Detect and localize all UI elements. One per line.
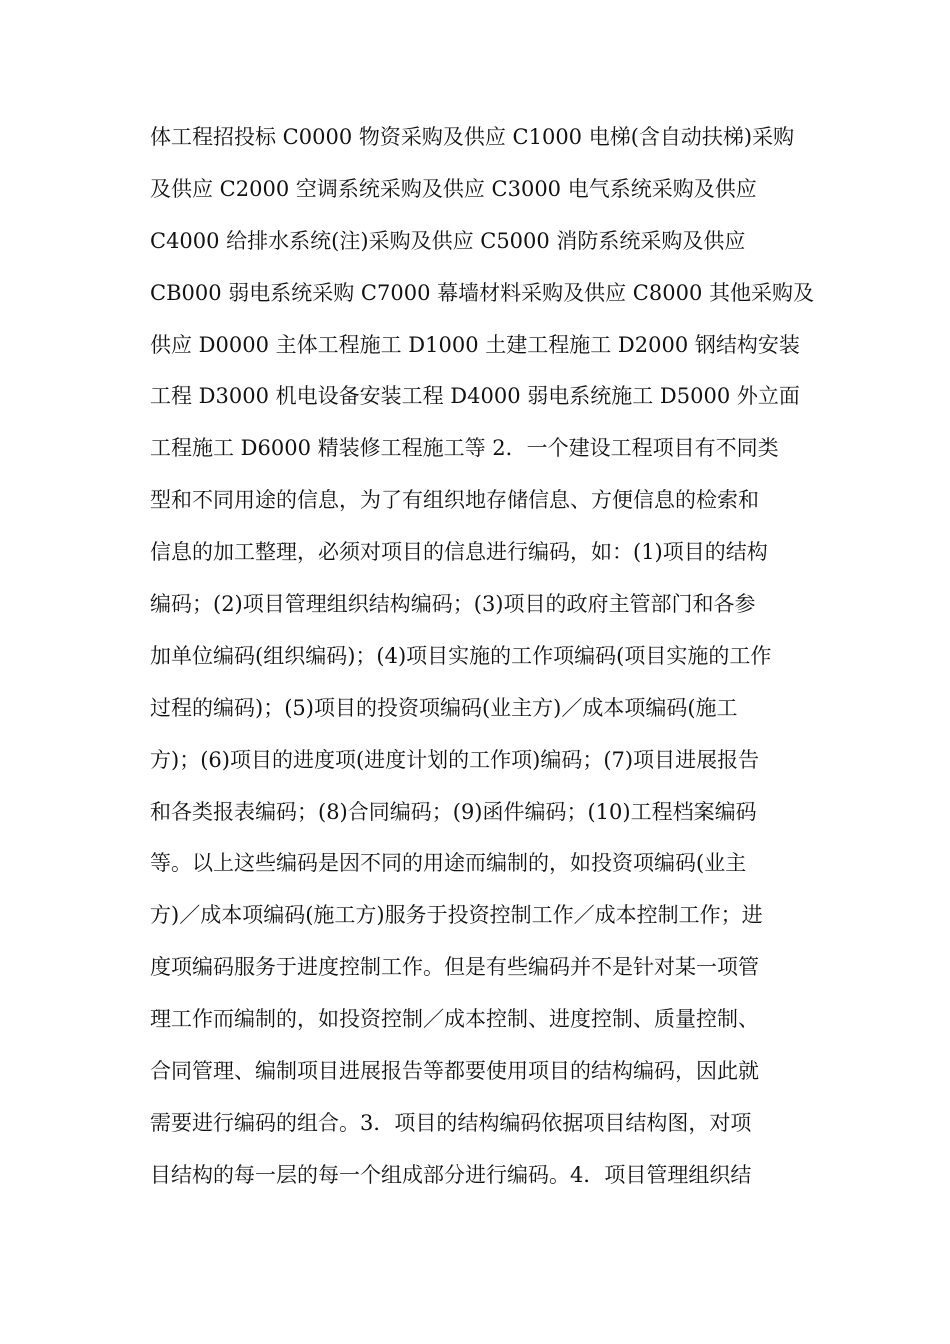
text-line: 信息的加工整理，必须对项目的信息进行编码，如：(1)项目的结构 xyxy=(150,540,768,565)
text-line: CB000 弱电系统采购 C7000 幕墙材料采购及供应 C8000 其他采购及 xyxy=(150,280,814,305)
text-line: 体工程招投标 C0000 物资采购及供应 C1000 电梯(含自动扶梯)采购 xyxy=(150,125,795,149)
text-line: 加单位编码(组织编码)；(4)项目实施的工作项编码(项目实施的工作 xyxy=(150,643,772,668)
text-line: 需要进行编码的组合。3．项目的结构编码依据项目结构图，对项 xyxy=(150,1110,752,1135)
text-line: C4000 给排水系统(注)采购及供应 C5000 消防系统采购及供应 xyxy=(150,228,746,253)
text-line: 编码；(2)项目管理组织结构编码；(3)项目的政府主管部门和各参 xyxy=(150,592,756,617)
text-line: 度项编码服务于进度控制工作。但是有些编码并不是针对某一项管 xyxy=(150,955,759,980)
text-line: 合同管理、编制项目进展报告等都要使用项目的结构编码，因此就 xyxy=(150,1059,759,1084)
text-line: 型和不同用途的信息，为了有组织地存储信息、方便信息的检索和 xyxy=(150,488,759,513)
text-line: 理工作而编制的，如投资控制／成本控制、进度控制、质量控制、 xyxy=(150,1007,759,1032)
text-line: 目结构的每一层的每一个组成部分进行编码。4．项目管理组织结 xyxy=(150,1162,752,1187)
text-line: 工程 D3000 机电设备安装工程 D4000 弱电系统施工 D5000 外立面 xyxy=(150,384,800,409)
text-line: 过程的编码)；(5)项目的投资项编码(业主方)／成本项编码(施工 xyxy=(150,695,738,720)
text-line: 方)／成本项编码(施工方)服务于投资控制工作／成本控制工作；进 xyxy=(150,903,763,928)
text-line: 及供应 C2000 空调系统采购及供应 C3000 电气系统采购及供应 xyxy=(150,176,757,201)
text-line: 工程施工 D6000 精装修工程施工等 2．一个建设工程项目有不同类 xyxy=(150,436,779,461)
text-line: 供应 D0000 主体工程施工 D1000 土建工程施工 D2000 钢结构安装 xyxy=(150,332,800,357)
text-line: 和各类报表编码；(8)合同编码；(9)函件编码；(10)工程档案编码 xyxy=(150,799,757,824)
text-line: 等。以上这些编码是因不同的用途而编制的，如投资项编码(业主 xyxy=(150,851,747,876)
text-line: 方)；(6)项目的进度项(进度计划的工作项)编码；(7)项目进展报告 xyxy=(150,747,760,772)
body-text xyxy=(150,112,814,1202)
